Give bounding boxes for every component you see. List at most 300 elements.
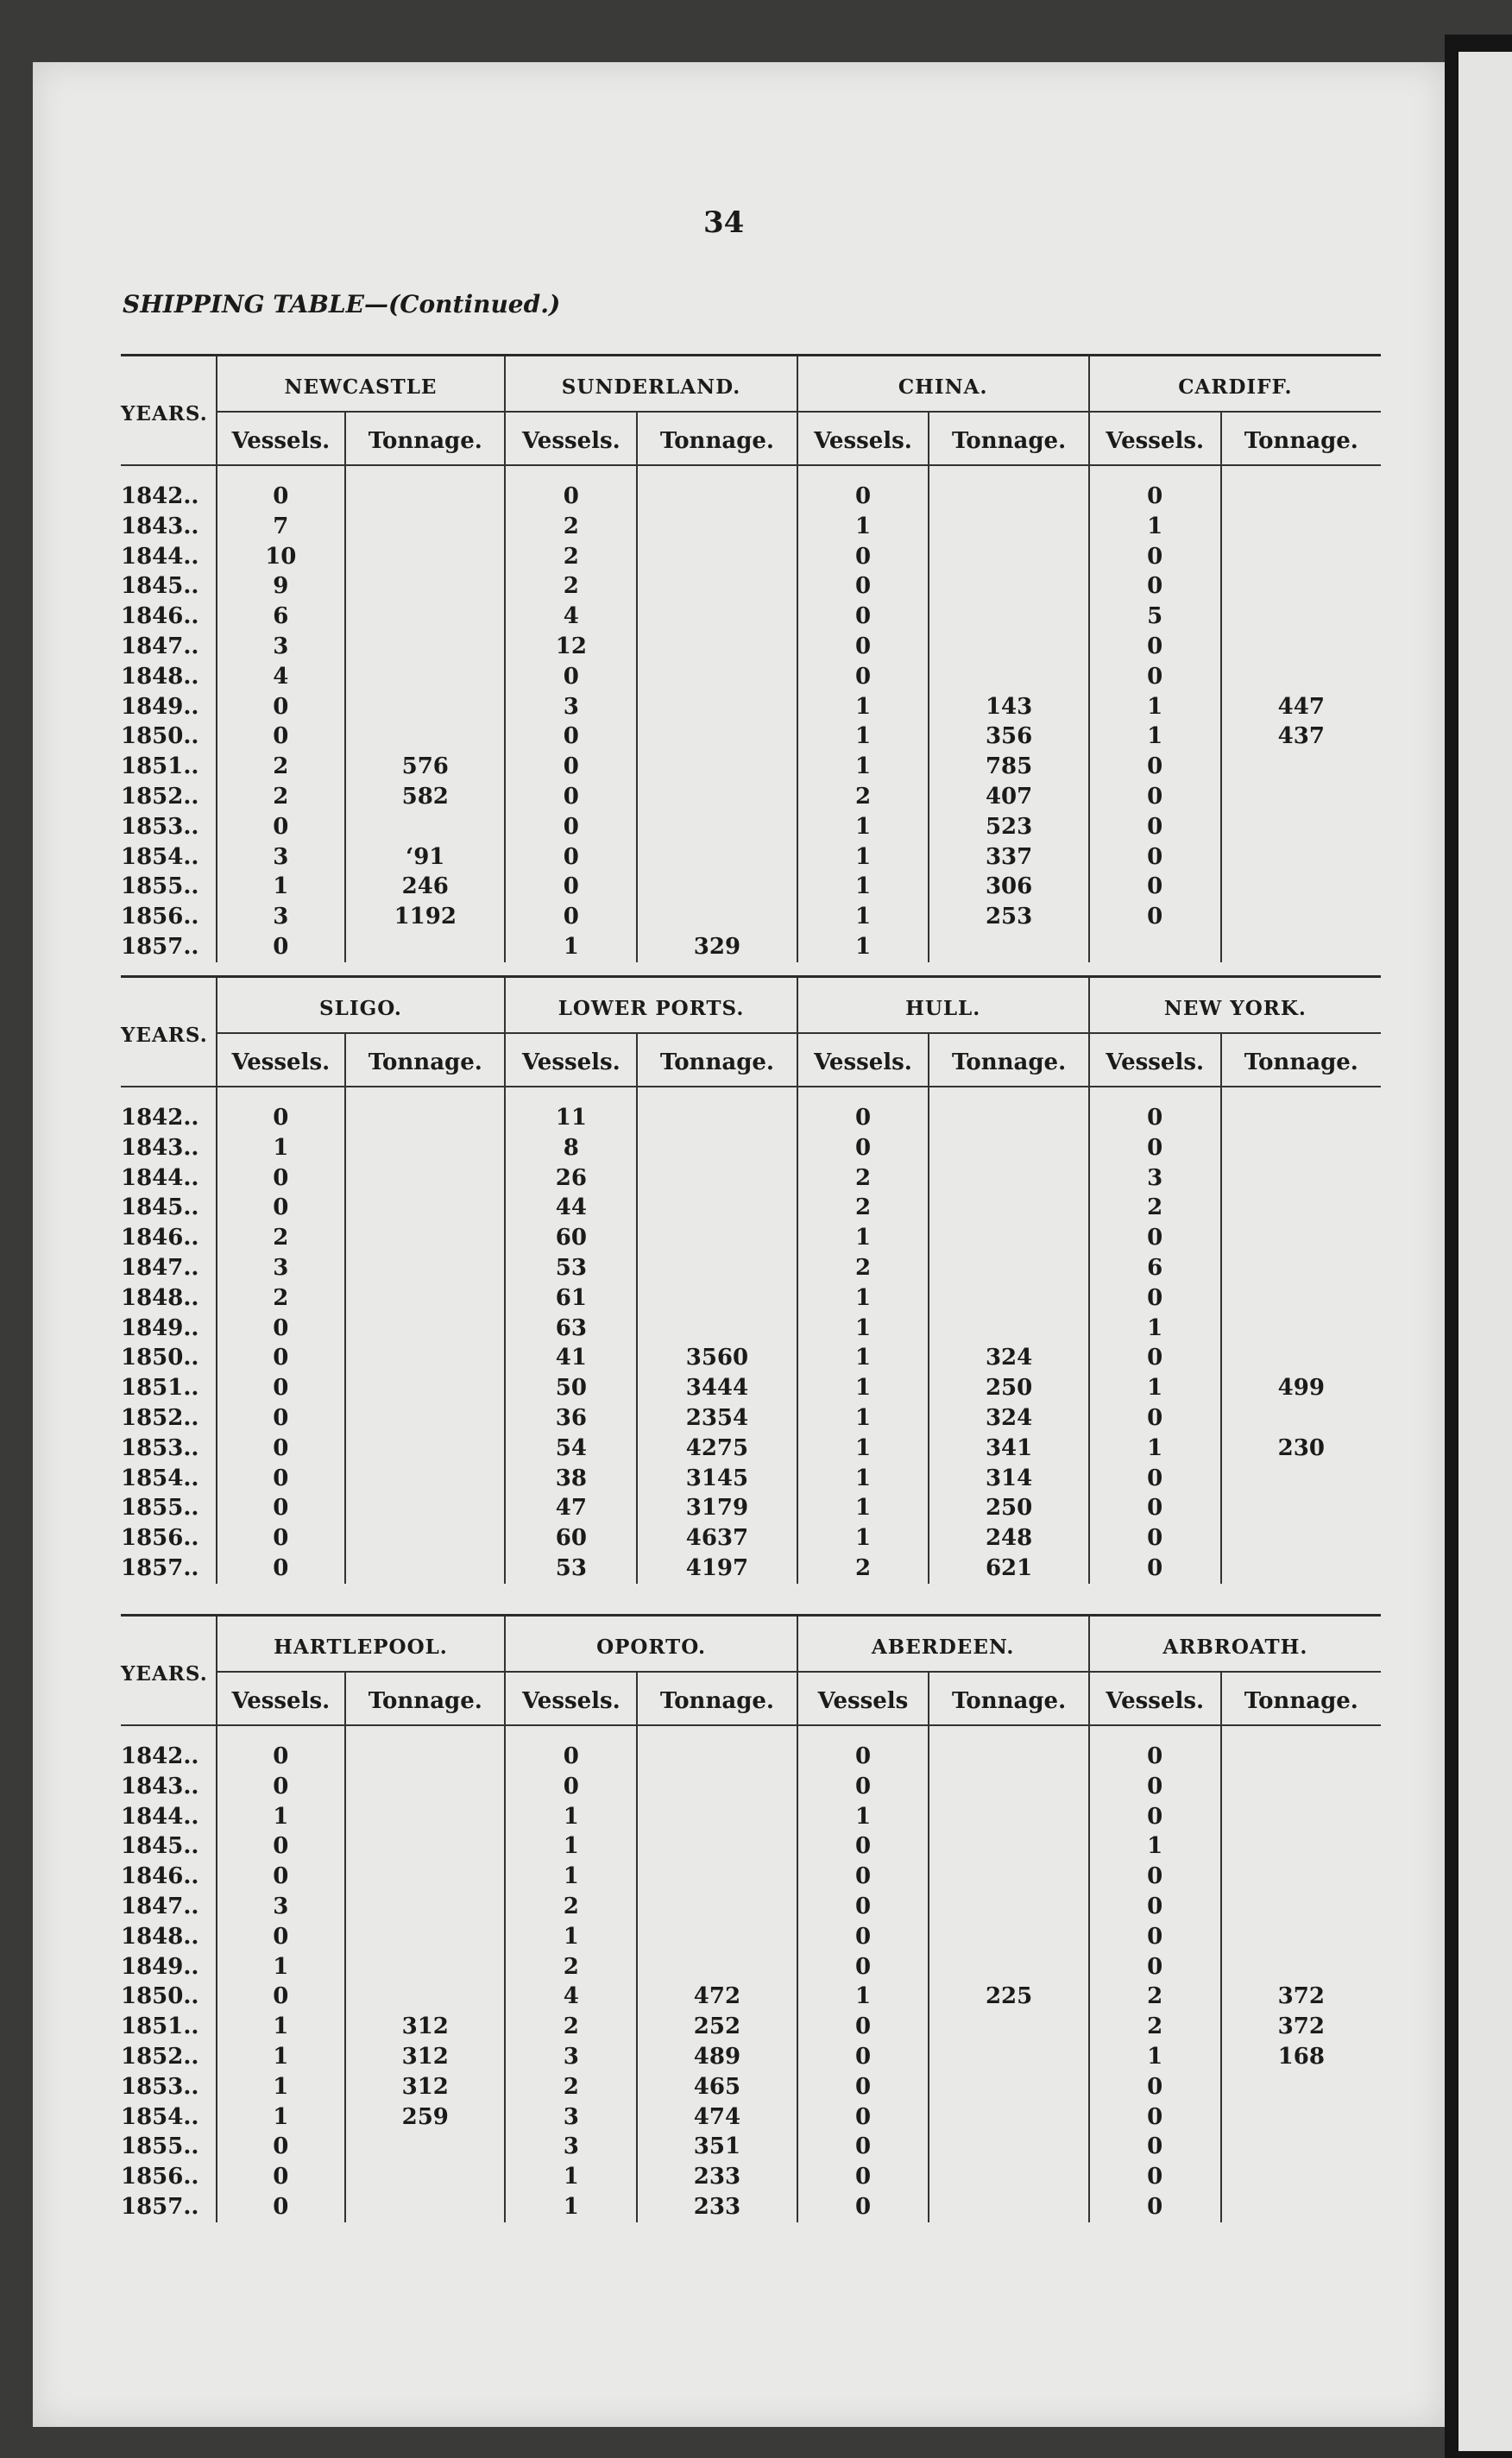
table-row — [121, 1314, 1381, 1344]
vessels-cell: 0 — [1089, 782, 1221, 812]
vessels-cell: 63 — [505, 1314, 637, 1344]
year-cell: 1852.. — [121, 783, 199, 810]
vessels-cell: 0 — [505, 872, 637, 902]
tonnage-cell — [345, 1163, 505, 1194]
vessels-cell: 1 — [797, 1343, 929, 1373]
vessels-cell: 0 — [217, 692, 346, 722]
vessels-cell: 0 — [797, 632, 929, 662]
tonnage-cell — [1221, 1802, 1381, 1832]
year-cell: 1855.. — [121, 1495, 199, 1522]
vessels-cell: 1 — [1089, 1434, 1221, 1464]
tonnage-cell — [637, 1802, 797, 1832]
vessels-cell: 0 — [1089, 1772, 1221, 1802]
tonnage-cell — [1221, 662, 1381, 692]
year-cell: 1846.. — [121, 1863, 199, 1890]
tonnage-cell — [637, 872, 797, 902]
tonnage-cell — [345, 1087, 505, 1133]
vessels-cell: 3 — [1089, 1163, 1221, 1194]
vessels-cell: 2 — [217, 782, 346, 812]
tonnage-cell — [1221, 1193, 1381, 1223]
vessels-cell: 0 — [1089, 872, 1221, 902]
table-row — [121, 542, 1381, 572]
vessels-cell: 0 — [1089, 1283, 1221, 1314]
tonnage-cell — [929, 1253, 1088, 1283]
tonnage-cell — [929, 2072, 1088, 2102]
vessels-cell: 2 — [505, 1892, 637, 1922]
tonnage-cell — [1221, 1523, 1381, 1554]
table-row — [121, 1403, 1381, 1434]
table-row — [121, 842, 1381, 873]
vessels-cell: 2 — [505, 2072, 637, 2102]
tonnage-cell — [637, 1952, 797, 1982]
year-cell: 1856.. — [121, 1525, 199, 1552]
year-cell: 1853.. — [121, 1434, 199, 1461]
tonnage-cell: 621 — [929, 1554, 1088, 1584]
tonnage-header: Tonnage. — [1221, 1672, 1381, 1725]
vessels-cell: 0 — [797, 465, 929, 512]
year-cell: 1855.. — [121, 873, 199, 900]
tonnage-cell — [929, 2162, 1088, 2192]
vessels-cell: 3 — [505, 2132, 637, 2162]
tonnage-cell: 3145 — [637, 1464, 797, 1494]
vessels-cell: 0 — [1089, 571, 1221, 602]
port-header: LOWER PORTS. — [505, 977, 797, 1034]
vessels-header: Vessels. — [217, 1672, 346, 1725]
tonnage-cell — [929, 2012, 1088, 2042]
table-row — [121, 1725, 1381, 1772]
table-row — [121, 692, 1381, 722]
table-row — [121, 2072, 1381, 2102]
vessels-cell: 0 — [1089, 2192, 1221, 2222]
vessels-cell: 0 — [1089, 632, 1221, 662]
vessels-cell: 1 — [797, 812, 929, 842]
vessels-cell: 0 — [217, 1434, 346, 1464]
tonnage-cell — [637, 722, 797, 752]
tonnage-cell: 372 — [1221, 2012, 1381, 2042]
tonnage-cell: 4197 — [637, 1554, 797, 1584]
tonnage-cell — [1221, 512, 1381, 542]
year-cell: 1853.. — [121, 813, 199, 840]
vessels-cell: 0 — [505, 465, 637, 512]
vessels-cell: 2 — [1089, 1982, 1221, 2012]
year-cell: 1842.. — [121, 1105, 199, 1131]
vessels-cell: 8 — [505, 1133, 637, 1163]
vessels-cell: 0 — [505, 722, 637, 752]
vessels-cell: 44 — [505, 1193, 637, 1223]
tonnage-header: Tonnage. — [637, 412, 797, 465]
tonnage-cell — [637, 465, 797, 512]
vessels-cell: 0 — [505, 752, 637, 782]
tonnage-cell: 785 — [929, 752, 1088, 782]
tonnage-cell — [345, 2132, 505, 2162]
table-row — [121, 1163, 1381, 1194]
vessels-cell: 1 — [797, 1982, 929, 2012]
tonnage-cell — [637, 512, 797, 542]
tonnage-cell — [345, 1193, 505, 1223]
tonnage-cell: 324 — [929, 1343, 1088, 1373]
vessels-cell: 38 — [505, 1464, 637, 1494]
vessels-cell: 9 — [217, 571, 346, 602]
tonnage-cell — [345, 1802, 505, 1832]
vessels-header: Vessels. — [505, 1033, 637, 1087]
tonnage-header: Tonnage. — [637, 1672, 797, 1725]
vessels-cell: 4 — [217, 662, 346, 692]
table-row — [121, 902, 1381, 932]
tonnage-cell: 312 — [345, 2072, 505, 2102]
table-row — [121, 465, 1381, 512]
vessels-cell: 3 — [217, 1892, 346, 1922]
tonnage-cell — [637, 1831, 797, 1862]
tonnage-cell — [345, 1434, 505, 1464]
vessels-cell: 0 — [1089, 1922, 1221, 1952]
tonnage-cell — [345, 571, 505, 602]
tonnage-cell — [637, 542, 797, 572]
tonnage-cell — [929, 1922, 1088, 1952]
tonnage-cell: 437 — [1221, 722, 1381, 752]
tonnage-cell: 312 — [345, 2012, 505, 2042]
year-cell: 1850.. — [121, 1983, 199, 2010]
table-row — [121, 1862, 1381, 1892]
vessels-cell: 0 — [217, 1373, 346, 1403]
table-row — [121, 1952, 1381, 1982]
tonnage-cell — [929, 1087, 1088, 1133]
tonnage-cell — [929, 602, 1088, 632]
vessels-cell: 1 — [797, 932, 929, 962]
vessels-cell: 1 — [1089, 2042, 1221, 2072]
tonnage-cell: 3560 — [637, 1343, 797, 1373]
vessels-cell: 3 — [505, 692, 637, 722]
table-row — [121, 1554, 1381, 1584]
tonnage-cell — [1221, 632, 1381, 662]
tonnage-cell — [345, 542, 505, 572]
tonnage-cell — [1221, 1403, 1381, 1434]
vessels-cell: 0 — [217, 722, 346, 752]
shipping-table — [121, 354, 1381, 962]
table-row — [121, 1982, 1381, 2012]
vessels-cell: 1 — [505, 1922, 637, 1952]
tonnage-cell — [345, 1343, 505, 1373]
vessels-cell: 2 — [1089, 1193, 1221, 1223]
vessels-cell: 0 — [797, 571, 929, 602]
tonnage-cell — [637, 1314, 797, 1344]
port-header: OPORTO. — [505, 1616, 797, 1673]
vessels-cell: 61 — [505, 1283, 637, 1314]
tonnage-cell — [1221, 571, 1381, 602]
vessels-cell: 0 — [1089, 1862, 1221, 1892]
vessels-cell: 1 — [797, 1802, 929, 1832]
vessels-cell: 12 — [505, 632, 637, 662]
vessels-cell: 0 — [797, 542, 929, 572]
year-cell: 1845.. — [121, 1833, 199, 1860]
year-cell: 1851.. — [121, 2014, 199, 2040]
tonnage-cell: 489 — [637, 2042, 797, 2072]
vessels-cell: 0 — [217, 1087, 346, 1133]
port-header: CHINA. — [797, 356, 1089, 413]
vessels-cell: 2 — [797, 1253, 929, 1283]
table-row — [121, 1434, 1381, 1464]
vessels-cell: 0 — [797, 2102, 929, 2133]
vessels-cell: 6 — [217, 602, 346, 632]
vessels-cell: 0 — [217, 1403, 346, 1434]
table-row — [121, 1831, 1381, 1862]
table-row — [121, 602, 1381, 632]
vessels-cell: 1 — [797, 752, 929, 782]
year-cell: 1854.. — [121, 2103, 199, 2130]
table-row — [121, 1223, 1381, 1253]
vessels-cell: 2 — [217, 752, 346, 782]
year-cell: 1850.. — [121, 723, 199, 750]
table-row — [121, 722, 1381, 752]
tonnage-cell: 248 — [929, 1523, 1088, 1554]
vessels-cell: 2 — [505, 512, 637, 542]
vessels-cell: 0 — [1089, 2072, 1221, 2102]
tonnage-cell: 4275 — [637, 1434, 797, 1464]
year-cell: 1844.. — [121, 1803, 199, 1830]
port-header: HULL. — [797, 977, 1089, 1034]
tonnage-cell — [1221, 1464, 1381, 1494]
table-row — [121, 872, 1381, 902]
vessels-header: Vessels. — [217, 412, 346, 465]
vessels-header: Vessels. — [1089, 412, 1221, 465]
vessels-cell: 3 — [505, 2042, 637, 2072]
tonnage-cell — [1221, 1892, 1381, 1922]
vessels-cell: 2 — [505, 1952, 637, 1982]
tonnage-cell: 252 — [637, 2012, 797, 2042]
vessels-cell: 0 — [1089, 752, 1221, 782]
vessels-cell: 0 — [505, 812, 637, 842]
tonnage-cell: 259 — [345, 2102, 505, 2133]
tonnage-cell — [1221, 1314, 1381, 1344]
vessels-cell: 2 — [217, 1283, 346, 1314]
year-cell: 1842.. — [121, 483, 199, 509]
vessels-cell: 0 — [217, 1464, 346, 1494]
vessels-cell: 0 — [217, 1343, 346, 1373]
port-header: CARDIFF. — [1089, 356, 1381, 413]
vessels-cell: 0 — [1089, 2132, 1221, 2162]
tonnage-cell — [637, 1163, 797, 1194]
year-cell: 1848.. — [121, 1923, 199, 1950]
tonnage-cell — [345, 632, 505, 662]
tonnage-cell — [637, 1892, 797, 1922]
page-title: SHIPPING TABLE—(Continued.) — [123, 290, 561, 318]
tonnage-cell — [929, 512, 1088, 542]
vessels-cell: 0 — [1089, 1554, 1221, 1584]
tonnage-cell — [637, 632, 797, 662]
port-header: SLIGO. — [217, 977, 506, 1034]
vessels-cell: 0 — [797, 1772, 929, 1802]
tonnage-cell — [1221, 782, 1381, 812]
vessels-cell: 0 — [1089, 902, 1221, 932]
vessels-header: Vessels. — [1089, 1672, 1221, 1725]
vessels-cell: 0 — [217, 1314, 346, 1344]
vessels-cell: 1 — [797, 1434, 929, 1464]
vessels-cell: 1 — [505, 1802, 637, 1832]
tonnage-cell: ‘91 — [345, 842, 505, 873]
table-row — [121, 782, 1381, 812]
year-cell: 1847.. — [121, 1254, 199, 1281]
vessels-cell: 0 — [217, 1772, 346, 1802]
vessels-cell: 0 — [1089, 465, 1221, 512]
tonnage-cell — [1221, 2102, 1381, 2133]
tonnage-cell — [929, 1193, 1088, 1223]
tonnage-cell — [1221, 465, 1381, 512]
tonnage-cell — [345, 1523, 505, 1554]
tonnage-cell — [929, 2132, 1088, 2162]
tonnage-cell: 168 — [1221, 2042, 1381, 2072]
tonnage-cell — [637, 902, 797, 932]
table-row — [121, 662, 1381, 692]
years-header: YEARS. — [121, 356, 217, 466]
port-header: NEW YORK. — [1089, 977, 1381, 1034]
year-cell: 1847.. — [121, 633, 199, 659]
vessels-cell: 0 — [217, 1862, 346, 1892]
vessels-cell: 0 — [217, 1523, 346, 1554]
vessels-cell: 0 — [1089, 1223, 1221, 1253]
vessels-cell: 1 — [217, 872, 346, 902]
year-cell: 1853.. — [121, 2073, 199, 2100]
tonnage-cell — [345, 1554, 505, 1584]
year-cell: 1854.. — [121, 1465, 199, 1491]
tonnage-cell — [345, 465, 505, 512]
tonnage-cell — [345, 1982, 505, 2012]
vessels-cell: 0 — [1089, 542, 1221, 572]
vessels-cell: 0 — [217, 1493, 346, 1523]
tonnage-cell — [637, 812, 797, 842]
vessels-cell: 0 — [1089, 1952, 1221, 1982]
vessels-cell: 1 — [1089, 692, 1221, 722]
tonnage-header: Tonnage. — [929, 1033, 1088, 1087]
tonnage-cell — [345, 722, 505, 752]
tonnage-cell — [1221, 932, 1381, 962]
vessels-header: Vessels — [797, 1672, 929, 1725]
year-cell: 1845.. — [121, 573, 199, 600]
vessels-cell: 0 — [1089, 662, 1221, 692]
vessels-cell: 2 — [505, 571, 637, 602]
vessels-cell: 0 — [217, 932, 346, 962]
vessels-cell: 0 — [217, 1163, 346, 1194]
table-row — [121, 752, 1381, 782]
vessels-cell: 1 — [1089, 512, 1221, 542]
tonnage-cell — [345, 1283, 505, 1314]
tonnage-cell: 447 — [1221, 692, 1381, 722]
tonnage-cell — [637, 1087, 797, 1133]
vessels-header: Vessels. — [217, 1033, 346, 1087]
tonnage-cell — [345, 1314, 505, 1344]
vessels-cell: 0 — [505, 1772, 637, 1802]
tonnage-cell — [637, 1223, 797, 1253]
tonnage-cell: 3179 — [637, 1493, 797, 1523]
tonnage-cell — [345, 692, 505, 722]
year-cell: 1847.. — [121, 1893, 199, 1919]
tonnage-cell: 324 — [929, 1403, 1088, 1434]
tonnage-cell — [345, 1725, 505, 1772]
vessels-cell: 1 — [797, 1493, 929, 1523]
vessels-cell: 1 — [797, 1403, 929, 1434]
tonnage-cell — [1221, 1862, 1381, 1892]
tonnage-cell — [345, 1493, 505, 1523]
vessels-cell: 0 — [797, 2192, 929, 2222]
tonnage-cell: 474 — [637, 2102, 797, 2133]
tonnage-cell — [929, 465, 1088, 512]
tonnage-cell — [1221, 1223, 1381, 1253]
year-cell: 1849.. — [121, 1314, 199, 1341]
table-row — [121, 2102, 1381, 2133]
vessels-header: Vessels. — [505, 412, 637, 465]
tonnage-cell — [929, 2042, 1088, 2072]
table-row — [121, 2192, 1381, 2222]
table-row — [121, 932, 1381, 962]
vessels-header: Vessels. — [1089, 1033, 1221, 1087]
tonnage-cell: 341 — [929, 1434, 1088, 1464]
year-cell: 1843.. — [121, 1134, 199, 1161]
tonnage-cell — [637, 752, 797, 782]
facing-page-edge — [1458, 52, 1512, 2451]
tonnage-cell: 351 — [637, 2132, 797, 2162]
vessels-cell: 10 — [217, 542, 346, 572]
vessels-cell: 1 — [1089, 1831, 1221, 1862]
shipping-table-block-3 — [121, 1614, 1381, 2222]
tonnage-cell: 306 — [929, 872, 1088, 902]
tonnage-cell — [929, 2102, 1088, 2133]
vessels-cell: 1 — [797, 842, 929, 873]
tonnage-cell — [929, 1223, 1088, 1253]
table-row — [121, 571, 1381, 602]
vessels-cell: 2 — [505, 542, 637, 572]
tonnage-header: Tonnage. — [1221, 412, 1381, 465]
tonnage-cell: 143 — [929, 692, 1088, 722]
vessels-cell: 0 — [217, 812, 346, 842]
vessels-cell: 60 — [505, 1523, 637, 1554]
tonnage-cell — [345, 1922, 505, 1952]
year-cell: 1843.. — [121, 1773, 199, 1799]
tonnage-header: Tonnage. — [929, 1672, 1088, 1725]
tonnage-cell — [1221, 2132, 1381, 2162]
tonnage-cell — [637, 1253, 797, 1283]
port-header: HARTLEPOOL. — [217, 1616, 506, 1673]
tonnage-cell — [345, 662, 505, 692]
vessels-cell: 1 — [217, 1952, 346, 1982]
vessels-cell: 50 — [505, 1373, 637, 1403]
port-header: NEWCASTLE — [217, 356, 506, 413]
year-cell: 1855.. — [121, 2133, 199, 2160]
tonnage-cell — [637, 1862, 797, 1892]
vessels-cell: 1 — [797, 1283, 929, 1314]
vessels-cell: 4 — [505, 1982, 637, 2012]
vessels-cell: 0 — [1089, 1523, 1221, 1554]
vessels-cell: 60 — [505, 1223, 637, 1253]
table-row — [121, 1283, 1381, 1314]
tonnage-cell — [929, 1283, 1088, 1314]
table-row — [121, 1193, 1381, 1223]
tonnage-cell — [637, 782, 797, 812]
tonnage-cell: 576 — [345, 752, 505, 782]
tonnage-cell — [929, 1802, 1088, 1832]
table-row — [121, 1523, 1381, 1554]
tonnage-cell — [637, 1133, 797, 1163]
vessels-cell: 1 — [797, 902, 929, 932]
tonnage-cell — [929, 571, 1088, 602]
table-row — [121, 812, 1381, 842]
tonnage-cell: 3444 — [637, 1373, 797, 1403]
vessels-cell — [1089, 932, 1221, 962]
tonnage-header: Tonnage. — [345, 1033, 505, 1087]
tonnage-cell: 246 — [345, 872, 505, 902]
vessels-cell: 5 — [1089, 602, 1221, 632]
vessels-cell: 0 — [217, 1554, 346, 1584]
vessels-cell: 1 — [505, 1862, 637, 1892]
vessels-cell: 2 — [797, 1193, 929, 1223]
vessels-cell: 0 — [505, 662, 637, 692]
